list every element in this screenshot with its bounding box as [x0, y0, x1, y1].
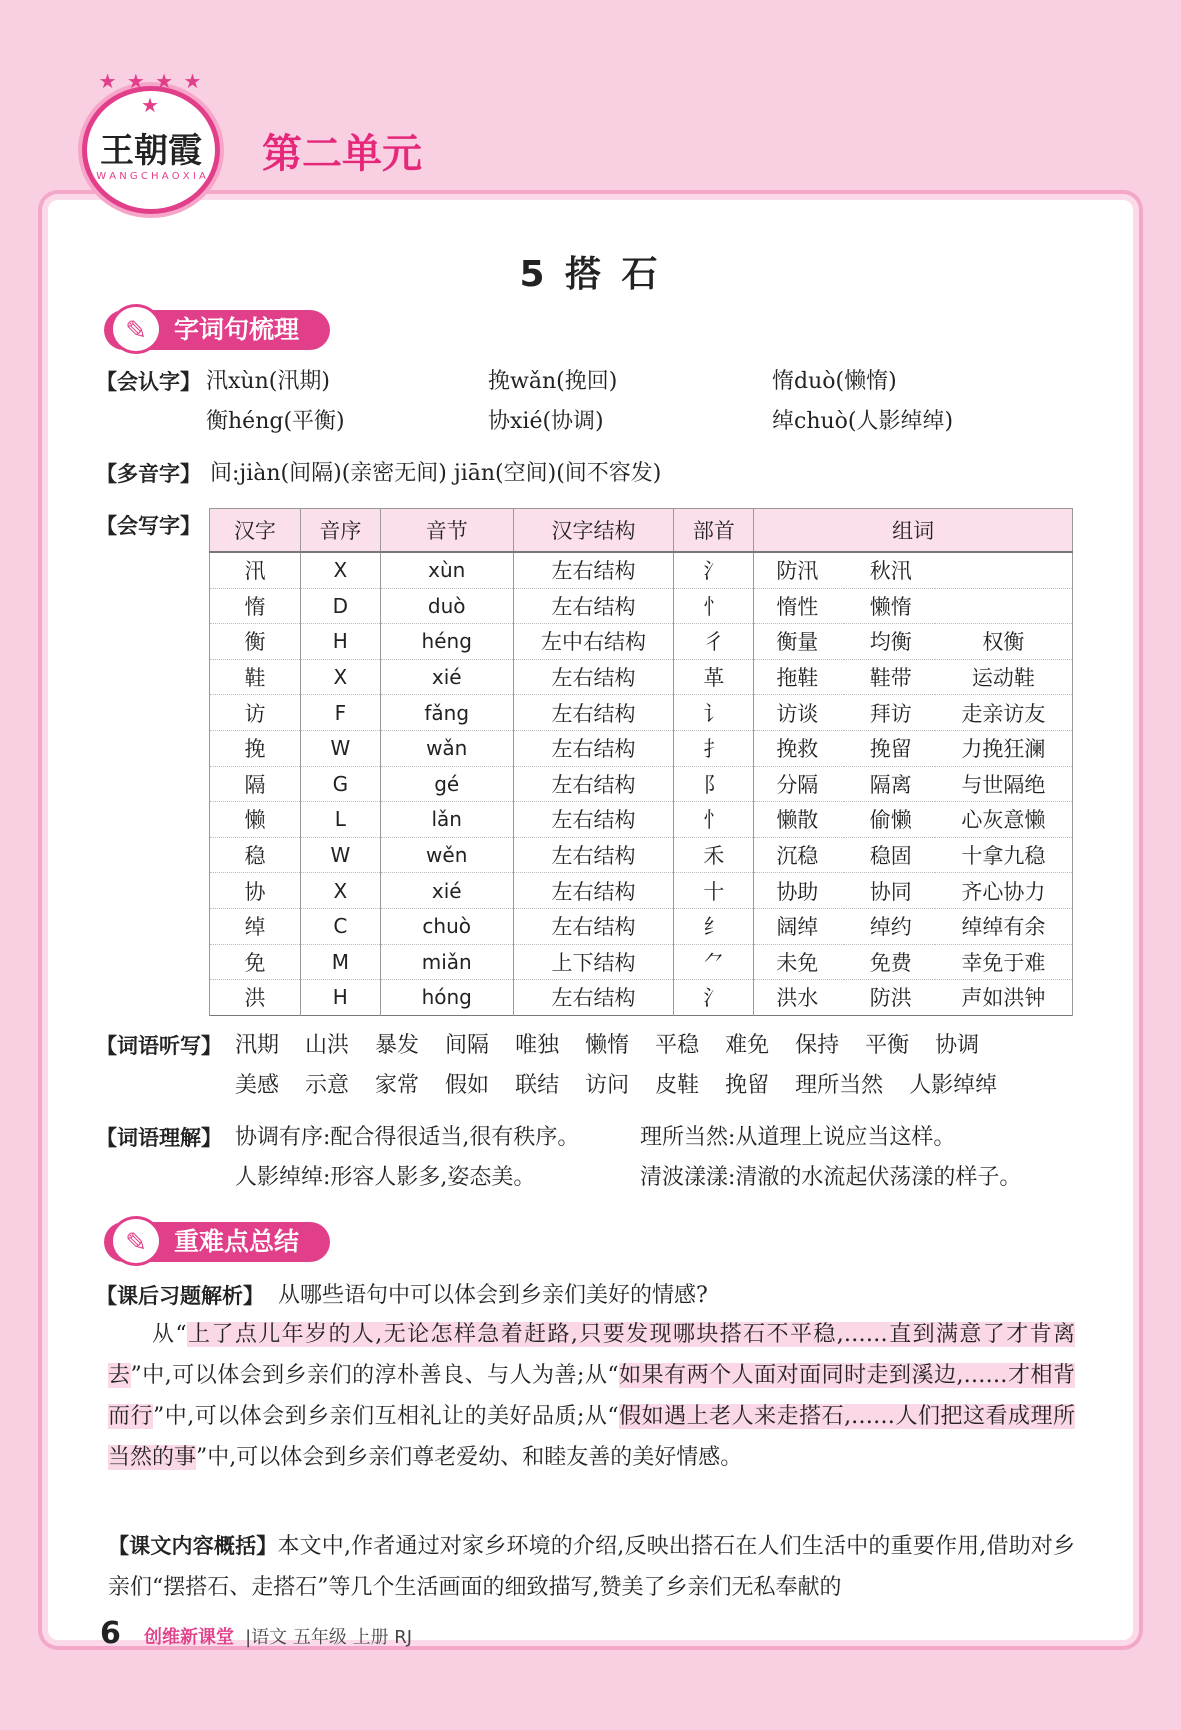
table-cell-s: 左右结构 — [513, 873, 674, 909]
table-cell-p: wǎn — [380, 730, 513, 766]
table-cell-w2: 鞋带 — [844, 659, 935, 695]
table-cell-x: L — [300, 802, 380, 838]
table-cell-w2: 协同 — [844, 873, 935, 909]
table-cell-w3: 力挽狂澜 — [935, 730, 1073, 766]
table-cell-w1: 协助 — [754, 873, 844, 909]
huirenzi-item: 协xié(协调) — [488, 409, 604, 434]
col-header: 音节 — [380, 509, 513, 553]
table-cell-p: xié — [380, 873, 513, 909]
brand-logo — [82, 69, 220, 214]
table-cell-c: 衡 — [210, 624, 301, 660]
table-cell-x: H — [300, 624, 380, 660]
table-row — [210, 802, 1073, 838]
table-cell-w2: 拜访 — [844, 695, 935, 731]
label-kehou: 【课后习题解析】 — [96, 1284, 264, 1308]
col-header: 汉字 — [210, 509, 301, 553]
table-cell-p: fǎng — [380, 695, 513, 731]
table-cell-w3: 与世隔绝 — [935, 766, 1073, 802]
table-cell-c: 汛 — [210, 552, 301, 588]
table-cell-c: 鞋 — [210, 659, 301, 695]
dictation-word: 假如 — [445, 1073, 490, 1098]
table-cell-w1: 懒散 — [754, 802, 844, 838]
table-cell-w1: 惰性 — [754, 588, 844, 624]
star-icons: ★ ★ ★ ★ ★ — [98, 69, 204, 117]
label-huirenzi: 【会认字】 — [96, 370, 201, 394]
table-row — [210, 837, 1073, 873]
table-row — [210, 873, 1073, 909]
dictation-word: 挽留 — [725, 1073, 770, 1098]
table-row — [210, 588, 1073, 624]
table-cell-c: 访 — [210, 695, 301, 731]
label-huixiezi: 【会写字】 — [96, 514, 201, 538]
table-cell-b: 彳 — [674, 624, 754, 660]
tingxie-line-2 — [235, 1068, 1023, 1099]
dictation-word: 人影绰绰 — [909, 1073, 998, 1098]
table-cell-w1: 防汛 — [754, 552, 844, 588]
table-cell-s: 左右结构 — [513, 730, 674, 766]
dictation-word: 唯独 — [515, 1033, 560, 1058]
dictation-word: 示意 — [305, 1073, 350, 1098]
lesson-title: 5 搭 石 — [519, 254, 662, 295]
table-cell-w2: 均衡 — [844, 624, 935, 660]
section-title: 字词句梳理 — [174, 315, 300, 344]
table-cell-p: lǎn — [380, 802, 513, 838]
highlight-quote: 假如遇上老人来走搭石,……人们把这看成理所当然的事 — [108, 1404, 1075, 1470]
table-cell-c: 懒 — [210, 802, 301, 838]
page-footer — [100, 1616, 412, 1651]
table-cell-p: chuò — [380, 908, 513, 944]
table-cell-s: 左右结构 — [513, 588, 674, 624]
table-cell-w3: 齐心协力 — [935, 873, 1073, 909]
table-cell-x: X — [300, 659, 380, 695]
table-cell-p: gé — [380, 766, 513, 802]
section-header-vocabulary — [104, 310, 330, 350]
table-cell-x: H — [300, 980, 380, 1016]
table-cell-w2: 挽留 — [844, 730, 935, 766]
table-cell-x: C — [300, 908, 380, 944]
dictation-word: 懒惰 — [585, 1033, 630, 1058]
table-cell-b: 氵 — [674, 552, 754, 588]
table-cell-s: 左右结构 — [513, 837, 674, 873]
table-cell-w1: 阔绰 — [754, 908, 844, 944]
page-number: 6 — [100, 1616, 121, 1651]
mascot-icon: ✎ — [110, 304, 162, 354]
table-cell-w3: 走亲访友 — [935, 695, 1073, 731]
dictation-word: 汛期 — [235, 1033, 280, 1058]
table-row — [210, 766, 1073, 802]
tingxie-line-1 — [235, 1028, 1005, 1059]
table-cell-b: 忄 — [674, 588, 754, 624]
table-cell-w2: 绰约 — [844, 908, 935, 944]
table-cell-c: 隔 — [210, 766, 301, 802]
table-cell-b: 忄 — [674, 802, 754, 838]
table-cell-c: 绰 — [210, 908, 301, 944]
col-header: 音序 — [300, 509, 380, 553]
footer-book-info: |语文 五年级 上册 RJ — [245, 1627, 413, 1648]
table-cell-s: 左右结构 — [513, 552, 674, 588]
table-cell-w2: 免费 — [844, 944, 935, 980]
dictation-word: 暴发 — [375, 1033, 420, 1058]
kehou-answer: 从“上了点儿年岁的人,无论怎样急着赶路,只要发现哪块搭石不平稳,……直到满意了才肯离去”中,可以体会到乡亲们的淳朴善良、与人为善;从“如果有两个人面对面同时走到溪边,……才相背而行”中,可以体会到乡亲们互相礼让的美好品质;从“假如遇上老人来走搭石,……人们把这看成理所当然的事”中,可以体会到乡亲们尊老爱幼、和睦友善的美好情感。 — [108, 1322, 1075, 1470]
table-cell-s: 左右结构 — [513, 695, 674, 731]
dictation-word: 难免 — [725, 1033, 770, 1058]
table-cell-s: 左右结构 — [513, 659, 674, 695]
label-lijie: 【词语理解】 — [96, 1126, 222, 1150]
table-cell-c: 洪 — [210, 980, 301, 1016]
table-row — [210, 944, 1073, 980]
table-cell-w3: 心灰意懒 — [935, 802, 1073, 838]
dictation-word: 理所当然 — [795, 1073, 884, 1098]
table-cell-b: 革 — [674, 659, 754, 695]
gaikuo-paragraph — [108, 1526, 1075, 1608]
dictation-word: 保持 — [795, 1033, 840, 1058]
gaikuo-text: 本文中,作者通过对家乡环境的介绍,反映出搭石在人们生活中的重要作用,借助对乡亲们“摆搭石、走搭石”等几个生活画面的细致描写,赞美了乡亲们无私奉献的 — [108, 1534, 1076, 1600]
table-cell-w3: 绰绰有余 — [935, 908, 1073, 944]
table-cell-w1: 拖鞋 — [754, 659, 844, 695]
table-cell-x: W — [300, 837, 380, 873]
table-cell-w2: 隔离 — [844, 766, 935, 802]
table-cell-x: W — [300, 730, 380, 766]
section-header-key-points — [104, 1222, 330, 1262]
dictation-word: 皮鞋 — [655, 1073, 700, 1098]
table-cell-s: 左右结构 — [513, 980, 674, 1016]
dictation-word: 山洪 — [305, 1033, 350, 1058]
table-header-row — [210, 509, 1073, 553]
table-cell-p: miǎn — [380, 944, 513, 980]
duoyinzi-text: 间:jiàn(间隔)(亲密无间) jiān(空间)(间不容发) — [210, 461, 662, 486]
table-cell-p: xié — [380, 659, 513, 695]
table-cell-b: 纟 — [674, 908, 754, 944]
table-cell-w3 — [935, 588, 1073, 624]
table-cell-w3: 声如洪钟 — [935, 980, 1073, 1016]
table-cell-w1: 衡量 — [754, 624, 844, 660]
table-cell-w3: 运动鞋 — [935, 659, 1073, 695]
table-cell-p: wěn — [380, 837, 513, 873]
mascot-icon: ✎ — [110, 1216, 162, 1266]
col-header: 部首 — [674, 509, 754, 553]
logo-name: 王朝霞 — [100, 131, 202, 171]
table-row — [210, 730, 1073, 766]
table-cell-x: M — [300, 944, 380, 980]
label-duoyinzi: 【多音字】 — [96, 462, 201, 486]
table-cell-w3: 权衡 — [935, 624, 1073, 660]
huirenzi-item: 衡héng(平衡) — [206, 409, 345, 434]
table-cell-p: duò — [380, 588, 513, 624]
table-cell-c: 稳 — [210, 837, 301, 873]
dictation-word: 协调 — [935, 1033, 980, 1058]
highlight-quote: 如果有两个人面对面同时走到溪边,……才相背而行 — [108, 1363, 1075, 1429]
table-cell-w3: 十拿九稳 — [935, 837, 1073, 873]
table-cell-p: xùn — [380, 552, 513, 588]
table-cell-c: 惰 — [210, 588, 301, 624]
table-cell-s: 左右结构 — [513, 802, 674, 838]
table-cell-s: 左右结构 — [513, 908, 674, 944]
dictation-word: 联结 — [515, 1073, 560, 1098]
col-header: 汉字结构 — [513, 509, 674, 553]
table-cell-w3: 幸免于难 — [935, 944, 1073, 980]
lijie-item: 清波漾漾:清澈的水流起伏荡漾的样子。 — [640, 1165, 1022, 1190]
table-cell-b: 禾 — [674, 837, 754, 873]
dictation-word: 平稳 — [655, 1033, 700, 1058]
lijie-item: 理所当然:从道理上说应当这样。 — [640, 1125, 956, 1150]
writing-table — [209, 508, 1073, 1016]
table-cell-w1: 沉稳 — [754, 837, 844, 873]
table-cell-w2: 懒惰 — [844, 588, 935, 624]
label-gaikuo: 【课文内容概括】 — [108, 1534, 278, 1558]
table-cell-b: 讠 — [674, 695, 754, 731]
table-cell-c: 挽 — [210, 730, 301, 766]
huirenzi-item: 汛xùn(汛期) — [206, 369, 330, 394]
col-header: 组词 — [754, 509, 1073, 553]
label-tingxie: 【词语听写】 — [96, 1034, 222, 1058]
table-cell-w1: 洪水 — [754, 980, 844, 1016]
table-cell-s: 左中右结构 — [513, 624, 674, 660]
table-cell-w1: 挽救 — [754, 730, 844, 766]
table-row — [210, 695, 1073, 731]
table-cell-c: 免 — [210, 944, 301, 980]
dictation-word: 访问 — [585, 1073, 630, 1098]
table-cell-x: G — [300, 766, 380, 802]
huirenzi-item: 挽wǎn(挽回) — [488, 369, 618, 394]
dictation-word: 家常 — [375, 1073, 420, 1098]
dictation-word: 美感 — [235, 1073, 280, 1098]
table-row — [210, 624, 1073, 660]
table-cell-b: 阝 — [674, 766, 754, 802]
logo-subtitle: W A N G C H A O X I A — [96, 171, 206, 182]
table-row — [210, 908, 1073, 944]
dictation-word: 平衡 — [865, 1033, 910, 1058]
table-cell-w2: 偷懒 — [844, 802, 935, 838]
table-cell-b: 氵 — [674, 980, 754, 1016]
table-cell-b: ⺈ — [674, 944, 754, 980]
table-cell-w2: 防洪 — [844, 980, 935, 1016]
section-title: 重难点总结 — [174, 1227, 300, 1256]
highlight-quote: 上了点儿年岁的人,无论怎样急着赶路,只要发现哪块搭石不平稳,……直到满意了才肯离去 — [108, 1322, 1075, 1388]
table-cell-w1: 分隔 — [754, 766, 844, 802]
table-cell-w2: 秋汛 — [844, 552, 935, 588]
table-row — [210, 659, 1073, 695]
lijie-item: 人影绰绰:形容人影多,姿态美。 — [235, 1165, 536, 1190]
lijie-item: 协调有序:配合得很适当,很有秩序。 — [235, 1125, 580, 1150]
table-cell-w1: 未免 — [754, 944, 844, 980]
table-cell-x: X — [300, 873, 380, 909]
table-cell-x: D — [300, 588, 380, 624]
table-cell-x: X — [300, 552, 380, 588]
table-cell-b: 扌 — [674, 730, 754, 766]
table-cell-p: hóng — [380, 980, 513, 1016]
huirenzi-item: 惰duò(懒惰) — [772, 369, 897, 394]
kehou-question: 从哪些语句中可以体会到乡亲们美好的情感? — [278, 1283, 708, 1308]
table-cell-w2: 稳固 — [844, 837, 935, 873]
footer-brand: 创维新课堂 — [143, 1627, 234, 1648]
table-cell-s: 左右结构 — [513, 766, 674, 802]
table-row — [210, 552, 1073, 588]
table-cell-x: F — [300, 695, 380, 731]
huirenzi-item: 绰chuò(人影绰绰) — [772, 409, 954, 434]
table-cell-w3 — [935, 552, 1073, 588]
table-cell-s: 上下结构 — [513, 944, 674, 980]
table-row — [210, 980, 1073, 1016]
table-cell-c: 协 — [210, 873, 301, 909]
dictation-word: 间隔 — [445, 1033, 490, 1058]
table-cell-b: 十 — [674, 873, 754, 909]
table-cell-w1: 访谈 — [754, 695, 844, 731]
unit-title: 第二单元 — [262, 131, 422, 177]
table-cell-p: héng — [380, 624, 513, 660]
